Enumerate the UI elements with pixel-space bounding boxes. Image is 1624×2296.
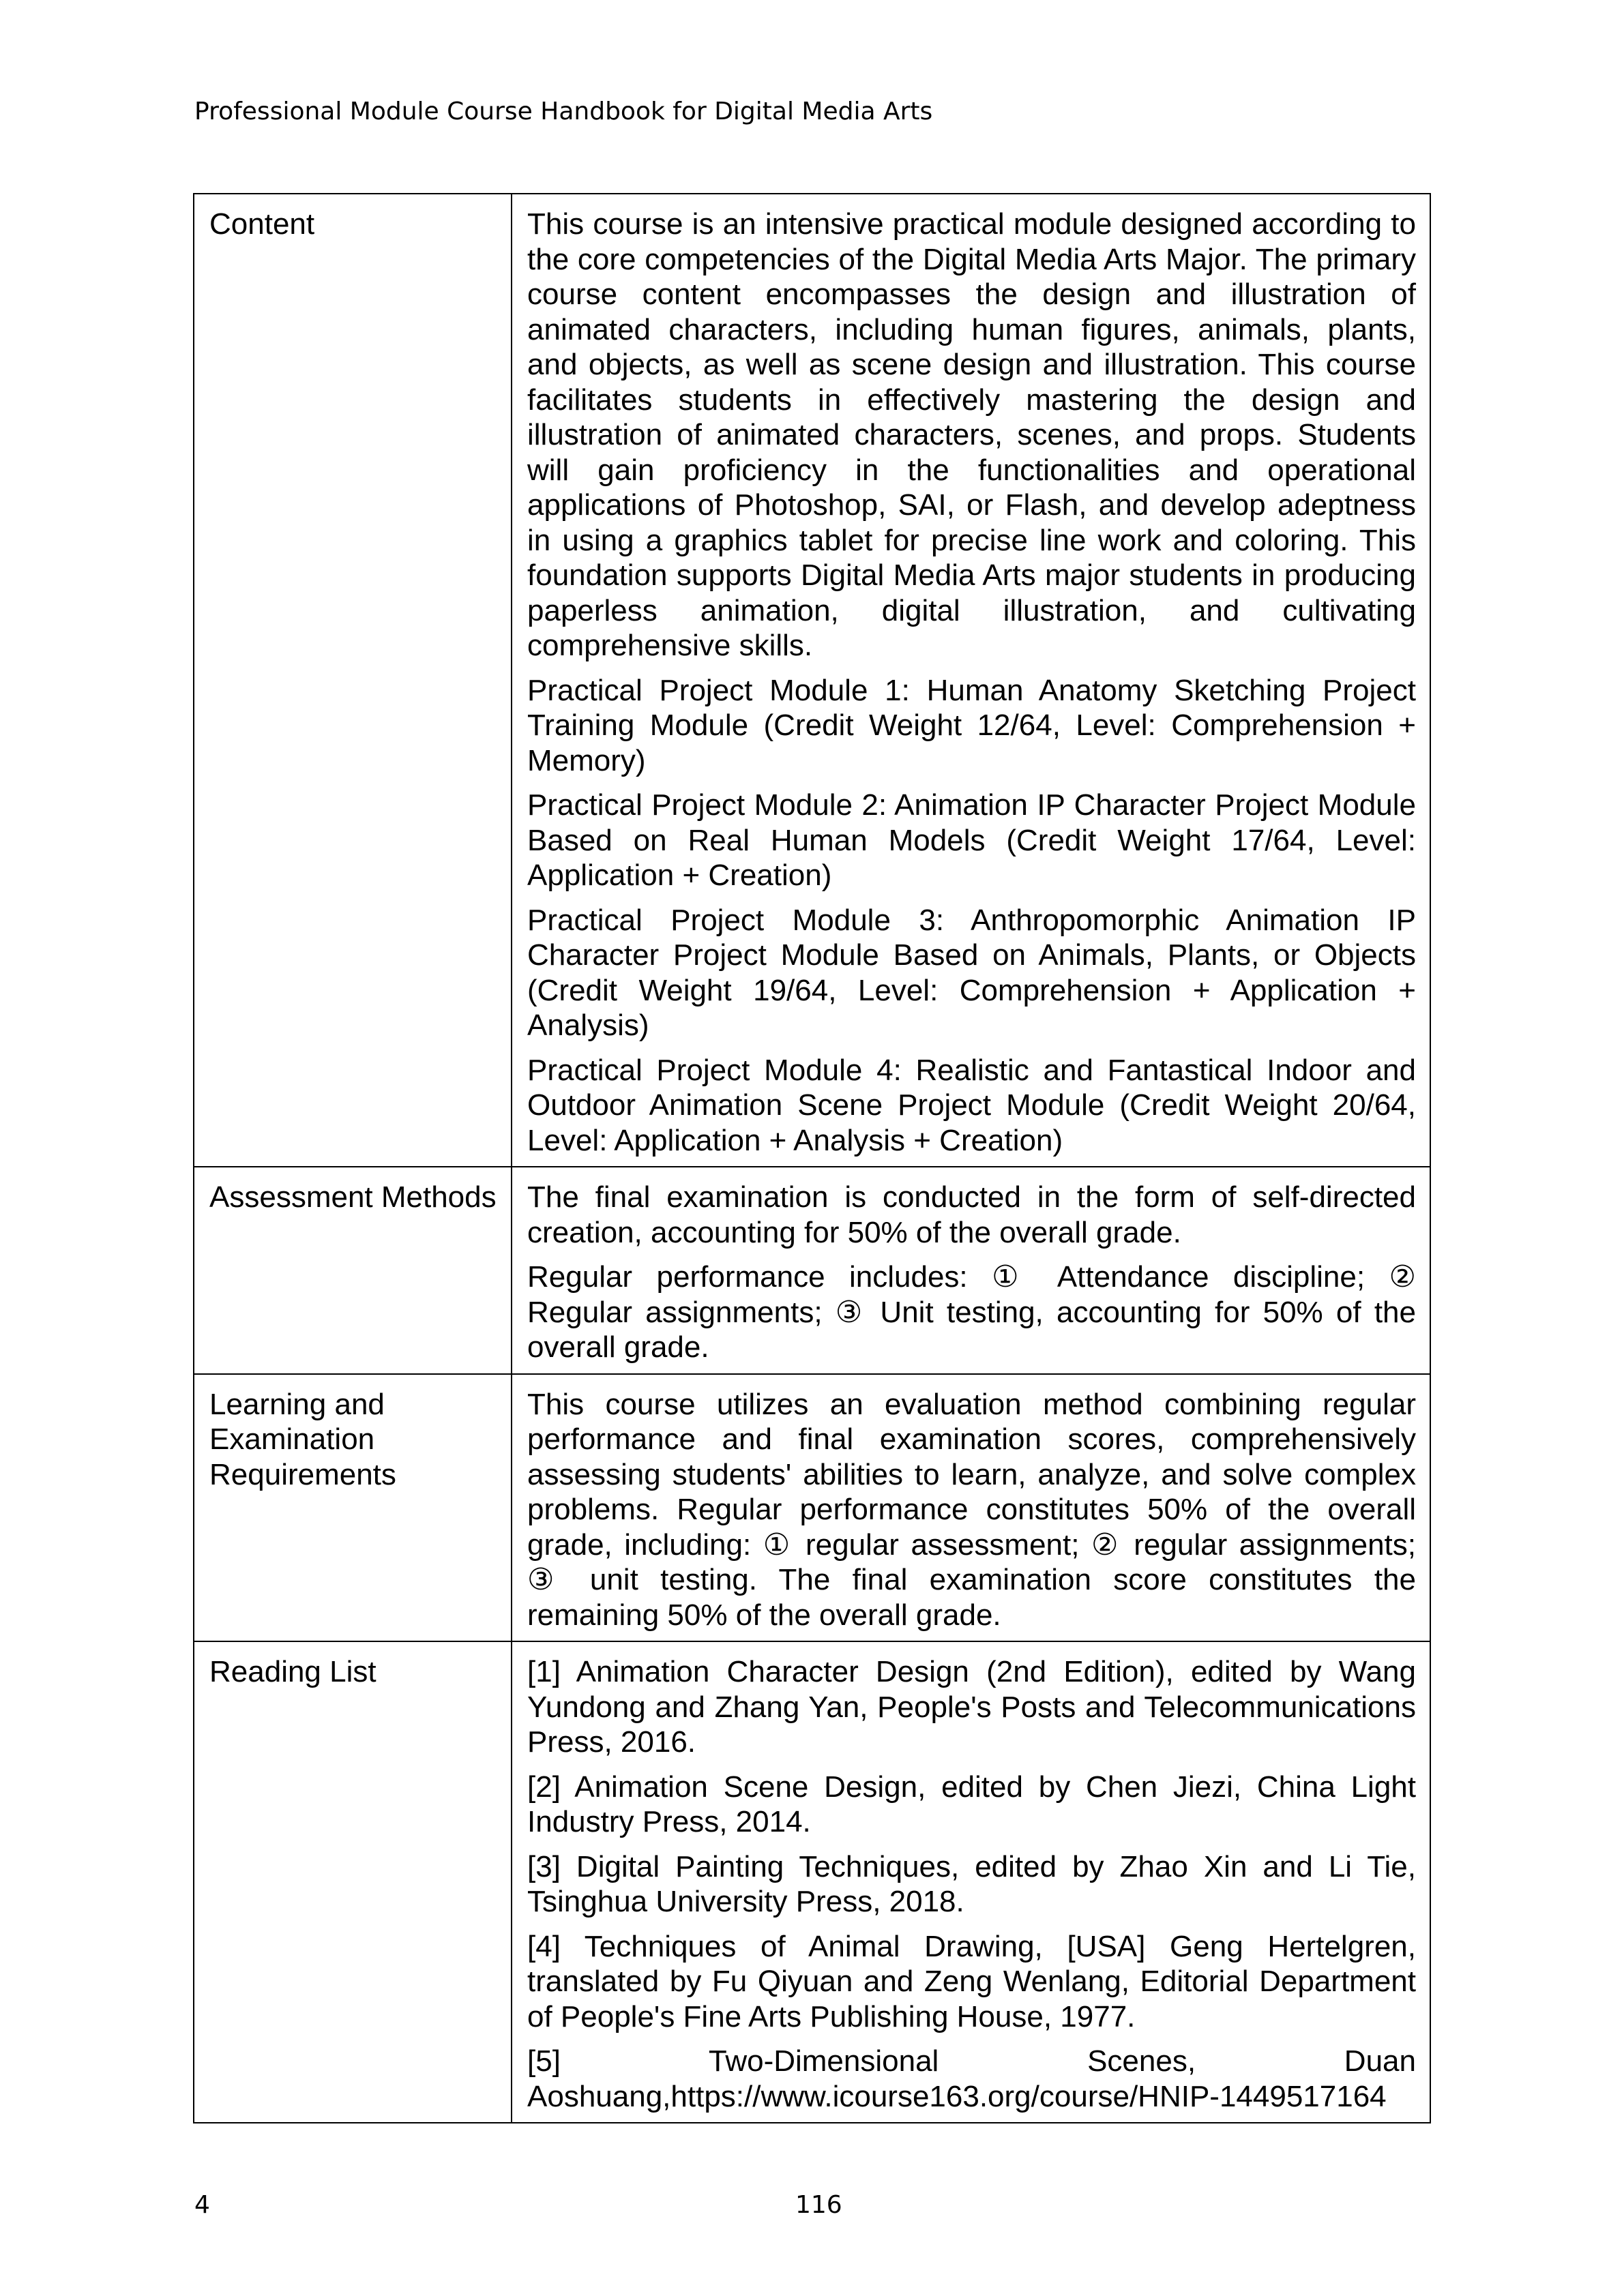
reading-item-2: [2] Animation Scene Design, edited by Chen Jiezi, China Light Industry Press, 2014. [527, 1770, 1416, 1838]
assessment-regular-performance: Regular performance includes: ① Attendance discipline; ② Regular assignments; ③ Unit testing, accounting for 50% of the overall grade. [527, 1260, 1416, 1364]
reading-item-1: [1] Animation Character Design (2nd Edition), edited by Wang Yundong and Zhang Yan, People's Posts and Telecommunications Press, 2016. [527, 1655, 1416, 1759]
row-body-requirements [512, 1374, 1430, 1642]
content-module-1: Practical Project Module 1: Human Anatomy Sketching Project Training Module (Credit Weight 12/64, Level: Comprehension + Memory) [527, 673, 1416, 777]
content-description: This course is an intensive practical module designed according to the core competencies of the Digital Media Arts Major. The primary course content encompasses the design and illustration of animated characters, including human figures, animals, plants, and objects, as well as scene design and illustration. This course facilitates students in effectively mastering the design and illustration of animated characters, scenes, and props. Students will gain proficiency in the functionalities and operational applications of Photoshop, SAI, or Flash, and develop adeptness in using a graphics tablet for precise line work and coloring. This foundation supports Digital Media Arts major students in producing paperless animation, digital illustration, and cultivating comprehensive skills. [527, 207, 1416, 662]
table-row-assessment [194, 1167, 1430, 1374]
row-label-assessment: Assessment Methods [194, 1167, 512, 1374]
reading-item-5: [5] Two-Dimensional Scenes, Duan Aoshuang,https://www.icourse163.org/course/HNIP-1449517164 [527, 2044, 1416, 2113]
requirements-text: This course utilizes an evaluation method combining regular performance and final examination scores, comprehensively assessing students' abilities to learn, analyze, and solve complex problems. Regular performance constitutes 50% of the overall grade, including: ① regular assessment; ② regular assignments; ③ unit testing. The final examination score constitutes the remaining 50% of the overall grade. [527, 1387, 1416, 1632]
table-row-content [194, 194, 1430, 1167]
content-module-2: Practical Project Module 2: Animation IP Character Project Module Based on Real Human Models (Credit Weight 17/64, Level: Application + Creation) [527, 788, 1416, 892]
reading-item-3: [3] Digital Painting Techniques, edited by Zhao Xin and Li Tie, Tsinghua University Press, 2018. [527, 1849, 1416, 1918]
row-label-requirements: Learning and Examination Requirements [194, 1374, 512, 1642]
reading-item-4: [4] Techniques of Animal Drawing, [USA] Geng Hertelgren, translated by Fu Qiyuan and Zeng Wenlang, Editorial Department of People's Fine Arts Publishing House, 1977. [527, 1929, 1416, 2033]
course-details-table [193, 193, 1431, 2123]
page-number: 116 [795, 2191, 842, 2219]
table-row-requirements [194, 1374, 1430, 1642]
table-row-reading-list [194, 1641, 1430, 2123]
row-label-content: Content [194, 194, 512, 1167]
row-body-assessment [512, 1167, 1430, 1374]
footer-left-number: 4 [194, 2191, 210, 2219]
row-label-reading-list: Reading List [194, 1641, 512, 2123]
content-module-4: Practical Project Module 4: Realistic and Fantastical Indoor and Outdoor Animation Scene Project Module (Credit Weight 20/64, Level: Application + Analysis + Creation) [527, 1053, 1416, 1157]
content-module-3: Practical Project Module 3: Anthropomorphic Animation IP Character Project Module Based on Animals, Plants, or Objects (Credit Weight 19/64, Level: Comprehension + Application + Analysis) [527, 903, 1416, 1042]
assessment-final-exam: The final examination is conducted in the form of self-directed creation, accounting for 50% of the overall grade. [527, 1180, 1416, 1249]
row-body-reading-list [512, 1641, 1430, 2123]
running-header: Professional Module Course Handbook for Digital Media Arts [194, 98, 933, 125]
row-body-content [512, 194, 1430, 1167]
